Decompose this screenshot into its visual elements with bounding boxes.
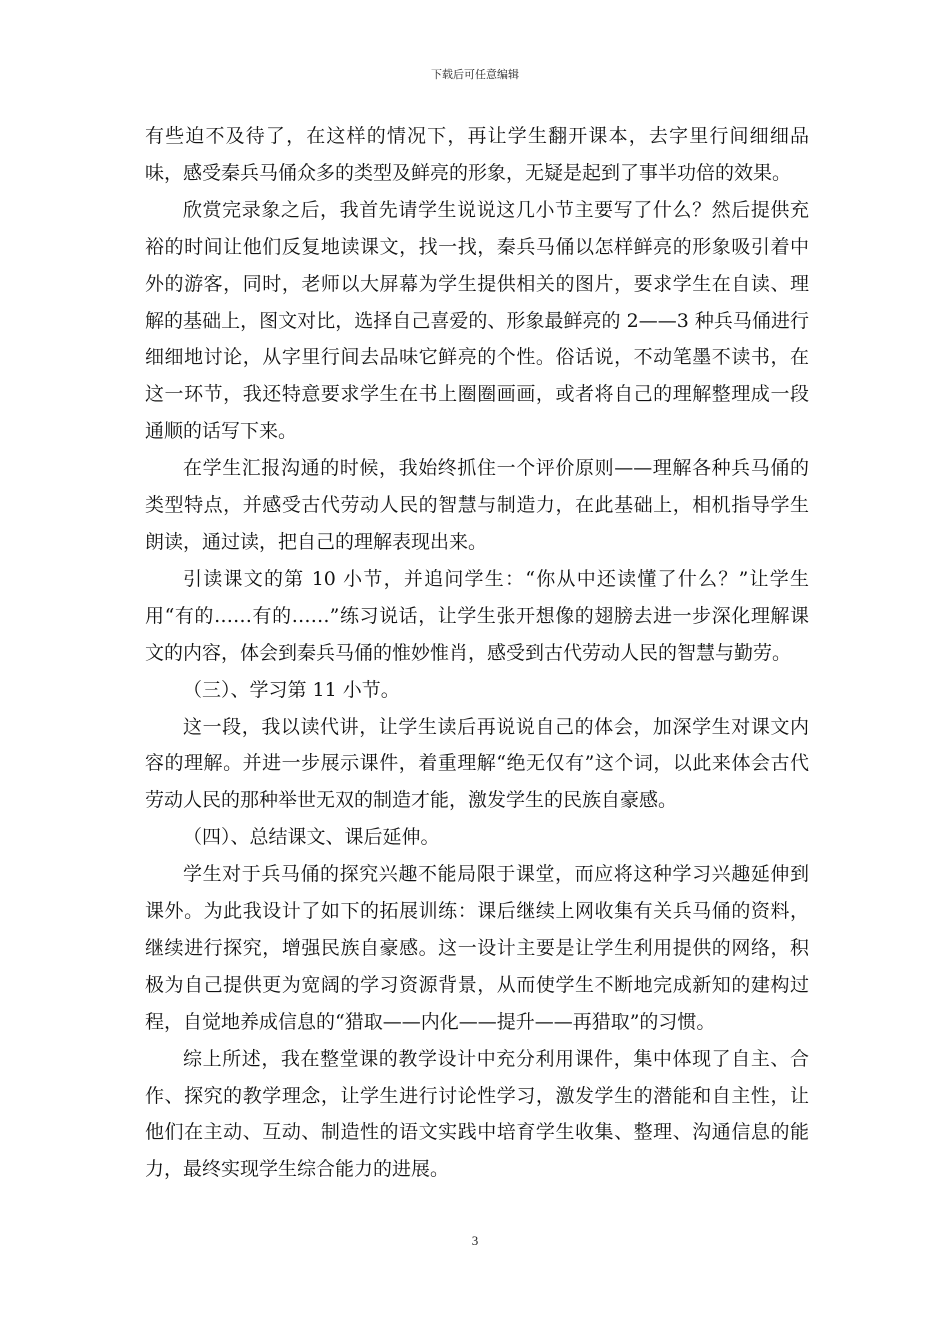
page-number: 3 (471, 1233, 479, 1248)
paragraph: 欣赏完录象之后，我首先请学生说说这几小节主要写了什么？然后提供充裕的时间让他们反复地读课文，找一找，秦兵马俑以怎样鲜亮的形象吸引着中外的游客，同时，老师以大屏幕为学生提供相关的图片，要求学生在自读、理解的基础上，图文对比，选择自己喜爱的、形象最鲜亮的 2——3 种兵马俑进行细细地讨论，从字里行间去品味它鲜亮的个性。俗话说，不动笔墨不读书，在这一环节，我还特意要求学生在书上圈圈画画，或者将自己的理解整理成一段通顺的话写下来。 (145, 198, 809, 443)
paragraph: 在学生汇报沟通的时候，我始终抓住一个评价原则——理解各种兵马俑的类型特点，并感受古代劳动人民的智慧与制造力，在此基础上，相机指导学生朗读，通过读，把自己的理解表现出来。 (145, 457, 809, 553)
paragraph: 这一段，我以读代讲，让学生读后再说说自己的体会，加深学生对课文内容的理解。并进一步展示课件，着重理解“绝无仅有”这个词，以此来体会古代劳动人民的那种举世无双的制造才能，激发学生的民族自豪感。 (145, 715, 809, 812)
paragraph: 有些迫不及待了，在这样的情况下，再让学生翻开课本，去字里行间细细品味，感受秦兵马俑众多的类型及鲜亮的形象，无疑是起到了事半功倍的效果。 (145, 125, 809, 184)
paragraph: 学生对于兵马俑的探究兴趣不能局限于课堂，而应将这种学习兴趣延伸到课外。为此我设计了如下的拓展训练：课后继续上网收集有关兵马俑的资料，继续进行探究，增强民族自豪感。这一设计主要是让学生利用提供的网络，积极为自己提供更为宽阔的学习资源背景，从而使学生不断地完成新知的建构过程，自觉地养成信息的“猎取——内化——提升——再猎取”的习惯。 (145, 863, 809, 1033)
document-body (145, 118, 809, 1188)
section-heading: （四）、总结课文、课后延伸。 (183, 826, 440, 849)
page-header: 下载后可任意编辑 (431, 68, 519, 81)
paragraph: 引读课文的第 10 小节，并追问学生：“你从中还读懂了什么？”让学生用“有的……有的……”练习说话，让学生张开想像的翅膀去进一步深化理解课文的内容，体会到秦兵马俑的惟妙惟肖，感受到古代劳动人民的智慧与勤劳。 (145, 567, 809, 664)
section-heading: （三）、学习第 11 小节。 (183, 678, 400, 701)
paragraph: 综上所述，我在整堂课的教学设计中充分利用课件，集中体现了自主、合作、探究的教学理念，让学生进行讨论性学习，激发学生的潜能和自主性，让他们在主动、互动、制造性的语文实践中培育学生收集、整理、沟通信息的能力，最终实现学生综合能力的进展。 (145, 1047, 809, 1181)
